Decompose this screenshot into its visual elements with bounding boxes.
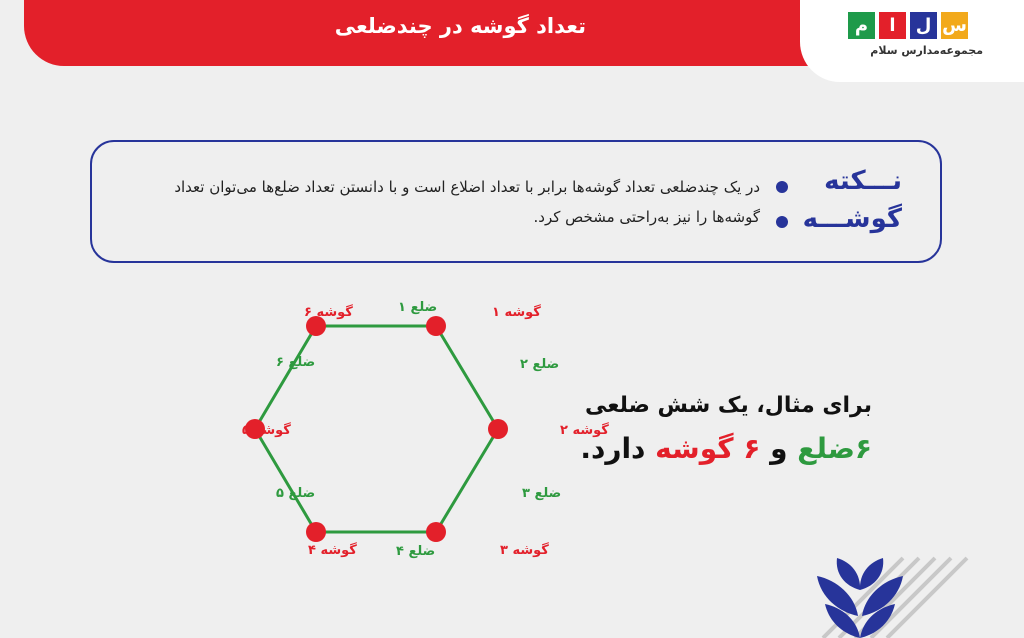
logo-letter-tile: ل xyxy=(910,12,937,39)
and-text: و xyxy=(770,432,788,465)
note-label: نـــکته xyxy=(824,166,902,196)
leaf-logo-icon xyxy=(815,556,905,634)
title-banner xyxy=(24,0,854,66)
logo-letter-tile: م xyxy=(848,12,875,39)
note-text: در یک چندضلعی تعداد گوشه‌ها برابر با تعداد اضلاع است و با دانستن تعداد ضلع‌ها می‌توان تعداد گوشه‌ها را نیز به‌راحتی مشخص کرد. xyxy=(174,178,760,226)
note-label-corner: گوشـــه xyxy=(802,204,902,234)
side-label: ضلع ۶ xyxy=(276,355,316,370)
vertex-label: گوشه ۴ xyxy=(308,543,357,558)
vertex-dot xyxy=(426,522,446,542)
side-label: ضلع ۴ xyxy=(396,544,436,559)
side-label: ضلع ۳ xyxy=(522,486,562,501)
header-bar xyxy=(0,0,1024,110)
side-label: ضلع ۱ xyxy=(398,300,438,315)
vertex-dot xyxy=(488,419,508,439)
sides-count-text: ۶ضلع xyxy=(797,432,872,465)
side-label: ضلع ۵ xyxy=(276,486,316,501)
example-line1: برای مثال، یک شش ضلعی xyxy=(584,393,872,418)
corners-count-text: ۶ گوشه xyxy=(655,432,761,465)
bullet-dot xyxy=(776,181,788,193)
vertex-label: گوشه ۱ xyxy=(492,305,541,320)
example-line2 xyxy=(580,432,872,465)
vertex-label: گوشه ۶ xyxy=(304,305,353,320)
logo-letter-tile: س xyxy=(941,12,968,39)
side-label: ضلع ۲ xyxy=(520,357,560,372)
bullet-dot xyxy=(776,216,788,228)
logo xyxy=(800,0,1024,82)
vertex-dot xyxy=(426,316,446,336)
tail-text: دارد. xyxy=(580,432,646,465)
page-title: تعداد گوشه در چندضلعی xyxy=(334,14,586,38)
vertex-label: گوشه ۲ xyxy=(560,423,609,438)
hexagon-diagram xyxy=(180,290,609,570)
vertex-label: گوشه ۵ xyxy=(242,423,291,438)
vertex-dot xyxy=(306,522,326,542)
vertex-label: گوشه ۳ xyxy=(500,543,549,558)
logo-subtitle: مجموعه‌مدارس سلام xyxy=(870,44,983,57)
logo-letter-tile: ا xyxy=(879,12,906,39)
